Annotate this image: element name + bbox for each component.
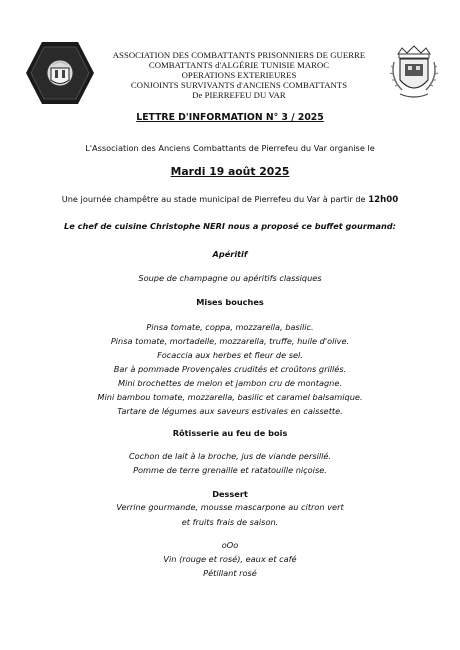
menu-heading-rotisserie: Rôtisserie au feu de bois [172, 428, 288, 438]
event-description: Une journée champêtre au stade municipal de Pierrefeu du Var à partir de 12h00 [61, 194, 399, 205]
menu-item: et fruits frais de saison. [181, 517, 279, 527]
association-line: COMBATTANTS d'ALGÉRIE TUNISIE MAROC [148, 60, 330, 71]
menu-item: Tartare de légumes aux saveurs estivales en caissette. [117, 406, 343, 416]
drinks-item: Vin (rouge et rosé), eaux et café [163, 554, 297, 564]
menu-item: Bar à pommade Provençales crudités et croûtons grillés. [113, 364, 347, 374]
menu-heading-dessert: Dessert [212, 489, 248, 499]
event-time: 12h00 [368, 195, 399, 205]
association-line: OPERATIONS EXTERIEURES [181, 70, 297, 81]
intro-text: L'Association des Anciens Combattants de Pierrefeu du Var organise le [85, 143, 375, 153]
town-coat-of-arms-logo [388, 42, 440, 104]
menu-item: Pomme de terre grenaille et ratatouille niçoise. [133, 465, 327, 475]
menu-item: Pinsa tomate, coppa, mozzarella, basilic. [146, 322, 314, 332]
menu-item: Focaccia aux herbes et fleur de sel. [157, 350, 303, 360]
menu-separator: oOo [221, 540, 239, 550]
menu-heading-mises-bouches: Mises bouches [196, 297, 264, 307]
menu-item: Verrine gourmande, mousse mascarpone au citron vert [116, 502, 344, 512]
menu-item: Mini bambou tomate, mozzarella, basilic et caramel balsamique. [97, 392, 363, 402]
association-emblem-logo [24, 40, 96, 106]
menu-heading-aperitif: Apéritif [212, 249, 248, 259]
menu-item: Mini brochettes de melon et jambon cru de montagne. [118, 378, 342, 388]
association-line: De PIERREFEU DU VAR [192, 90, 286, 101]
association-name-block [98, 50, 380, 100]
menu-item: Cochon de lait à la broche, jus de viande persillé. [128, 451, 332, 461]
association-line: CONJOINTS SURVIVANTS d'ANCIENS COMBATTANTS [130, 80, 348, 91]
menu-item: Pinsa tomate, mortadelle, mozzarella, truffe, huile d'olive. [110, 336, 350, 346]
drinks-item: Pétillant rosé [203, 568, 257, 578]
chef-announcement: Le chef de cuisine Christophe NERI nous a proposé ce buffet gourmand: [64, 221, 396, 231]
menu-item: Soupe de champagne ou apéritifs classiques [138, 273, 322, 283]
event-date: Mardi 19 août 2025 [170, 165, 290, 178]
letter-title: LETTRE D'INFORMATION N° 3 / 2025 [136, 112, 324, 123]
association-line: ASSOCIATION DES COMBATTANTS PRISONNIERS DE GUERRE [112, 50, 366, 60]
